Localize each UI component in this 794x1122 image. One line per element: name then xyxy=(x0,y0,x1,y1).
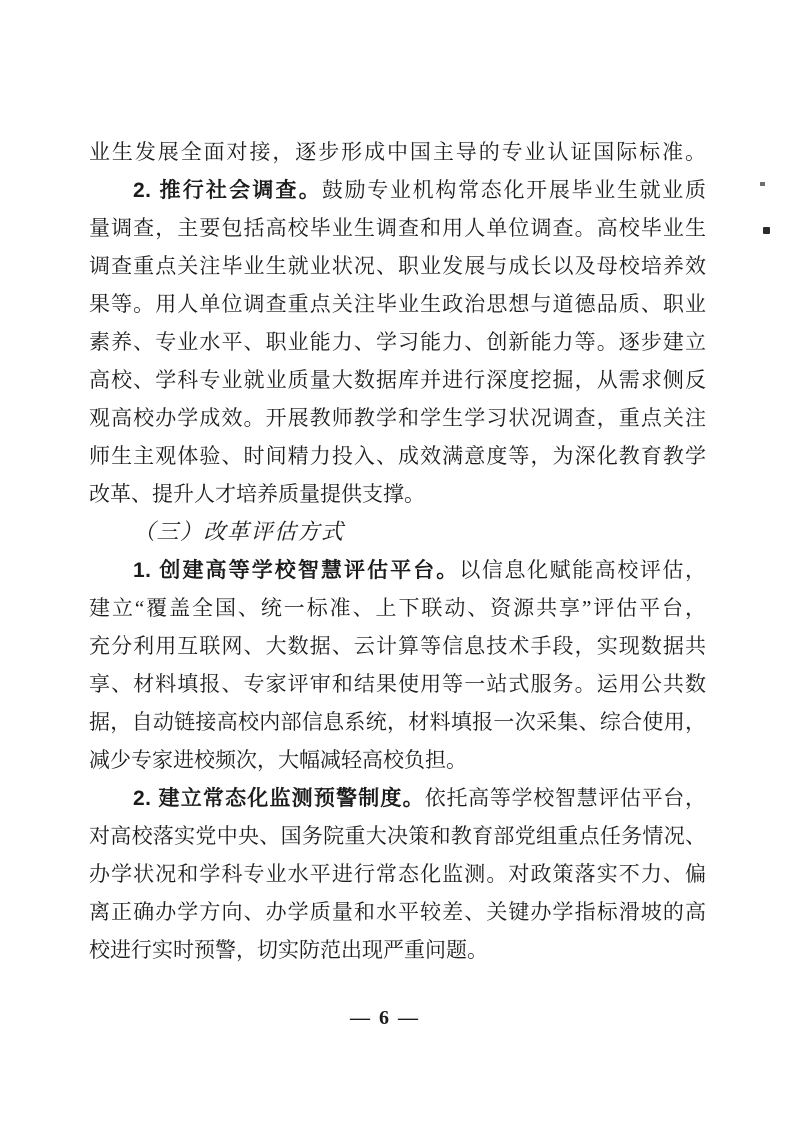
line-text: 素养、专业水平、职业能力、学习能力、创新能力等。逐步建立 xyxy=(89,330,706,354)
text-line xyxy=(89,133,706,171)
scan-artifact-dot xyxy=(763,227,770,234)
line-text: 高校、学科专业就业质量大数据库并进行深度挖掘，从需求侧反 xyxy=(89,368,706,392)
text-line xyxy=(89,399,706,437)
text-line xyxy=(89,627,706,665)
line-text: 业生发展全面对接，逐步形成中国主导的专业认证国际标准。 xyxy=(89,140,706,164)
text-line xyxy=(89,817,706,855)
line-text: 离正确办学方向、办学质量和水平较差、关键办学指标滑坡的高 xyxy=(89,900,706,924)
line-text: 量调查，主要包括高校毕业生调查和用人单位调查。高校毕业生 xyxy=(89,216,706,240)
line-text: 果等。用人单位调查重点关注毕业生政治思想与道德品质、职业 xyxy=(89,292,706,316)
run-in-heading: 2. 推行社会调查。 xyxy=(133,179,322,202)
section-heading xyxy=(89,513,706,551)
line-text: 改革、提升人才培养质量提供支撑。 xyxy=(89,482,425,506)
line-text: 据，自动链接高校内部信息系统，材料填报一次采集、综合使用， xyxy=(89,710,706,734)
text-line xyxy=(89,323,706,361)
page-number: — 6 — xyxy=(350,1007,420,1029)
scan-artifact-dot xyxy=(760,182,765,186)
text-line xyxy=(89,171,706,209)
document-body xyxy=(89,133,706,969)
line-text: 校进行实时预警，切实防范出现严重问题。 xyxy=(89,938,488,962)
line-text: 建立“覆盖全国、统一标准、上下联动、资源共享”评估平台， xyxy=(89,596,706,620)
text-line xyxy=(89,437,706,475)
text-line xyxy=(89,893,706,931)
line-text: 依托高等学校智慧评估平台， xyxy=(424,786,706,810)
text-line xyxy=(89,703,706,741)
line-text: 以信息化赋能高校评估， xyxy=(459,558,706,582)
text-line xyxy=(89,741,706,779)
text-line xyxy=(89,779,706,817)
text-line xyxy=(89,361,706,399)
line-text: 观高校办学成效。开展教师教学和学生学习状况调查，重点关注 xyxy=(89,406,706,430)
text-line xyxy=(89,855,706,893)
line-text: 调查重点关注毕业生就业状况、职业发展与成长以及母校培养效 xyxy=(89,254,706,278)
text-line xyxy=(89,247,706,285)
line-text: 减少专家进校频次，大幅减轻高校负担。 xyxy=(89,748,467,772)
text-line xyxy=(89,589,706,627)
line-text: 充分利用互联网、大数据、云计算等信息技术手段，实现数据共 xyxy=(89,634,706,658)
text-line xyxy=(89,475,706,513)
text-line xyxy=(89,209,706,247)
text-line xyxy=(89,285,706,323)
text-line xyxy=(89,931,706,969)
text-line xyxy=(89,551,706,589)
run-in-heading: 1. 创建高等学校智慧评估平台。 xyxy=(133,559,460,582)
line-text: 师生主观体验、时间精力投入、成效满意度等，为深化教育教学 xyxy=(89,444,706,468)
section-heading-text: （三）改革评估方式 xyxy=(133,519,345,544)
line-text: 鼓励专业机构常态化开展毕业生就业质 xyxy=(321,178,706,202)
line-text: 对高校落实党中央、国务院重大决策和教育部党组重点任务情况、 xyxy=(89,824,706,848)
text-line xyxy=(89,665,706,703)
line-text: 享、材料填报、专家评审和结果使用等一站式服务。运用公共数 xyxy=(89,672,706,696)
line-text: 办学状况和学科专业水平进行常态化监测。对政策落实不力、偏 xyxy=(89,862,706,886)
run-in-heading: 2. 建立常态化监测预警制度。 xyxy=(133,787,425,810)
